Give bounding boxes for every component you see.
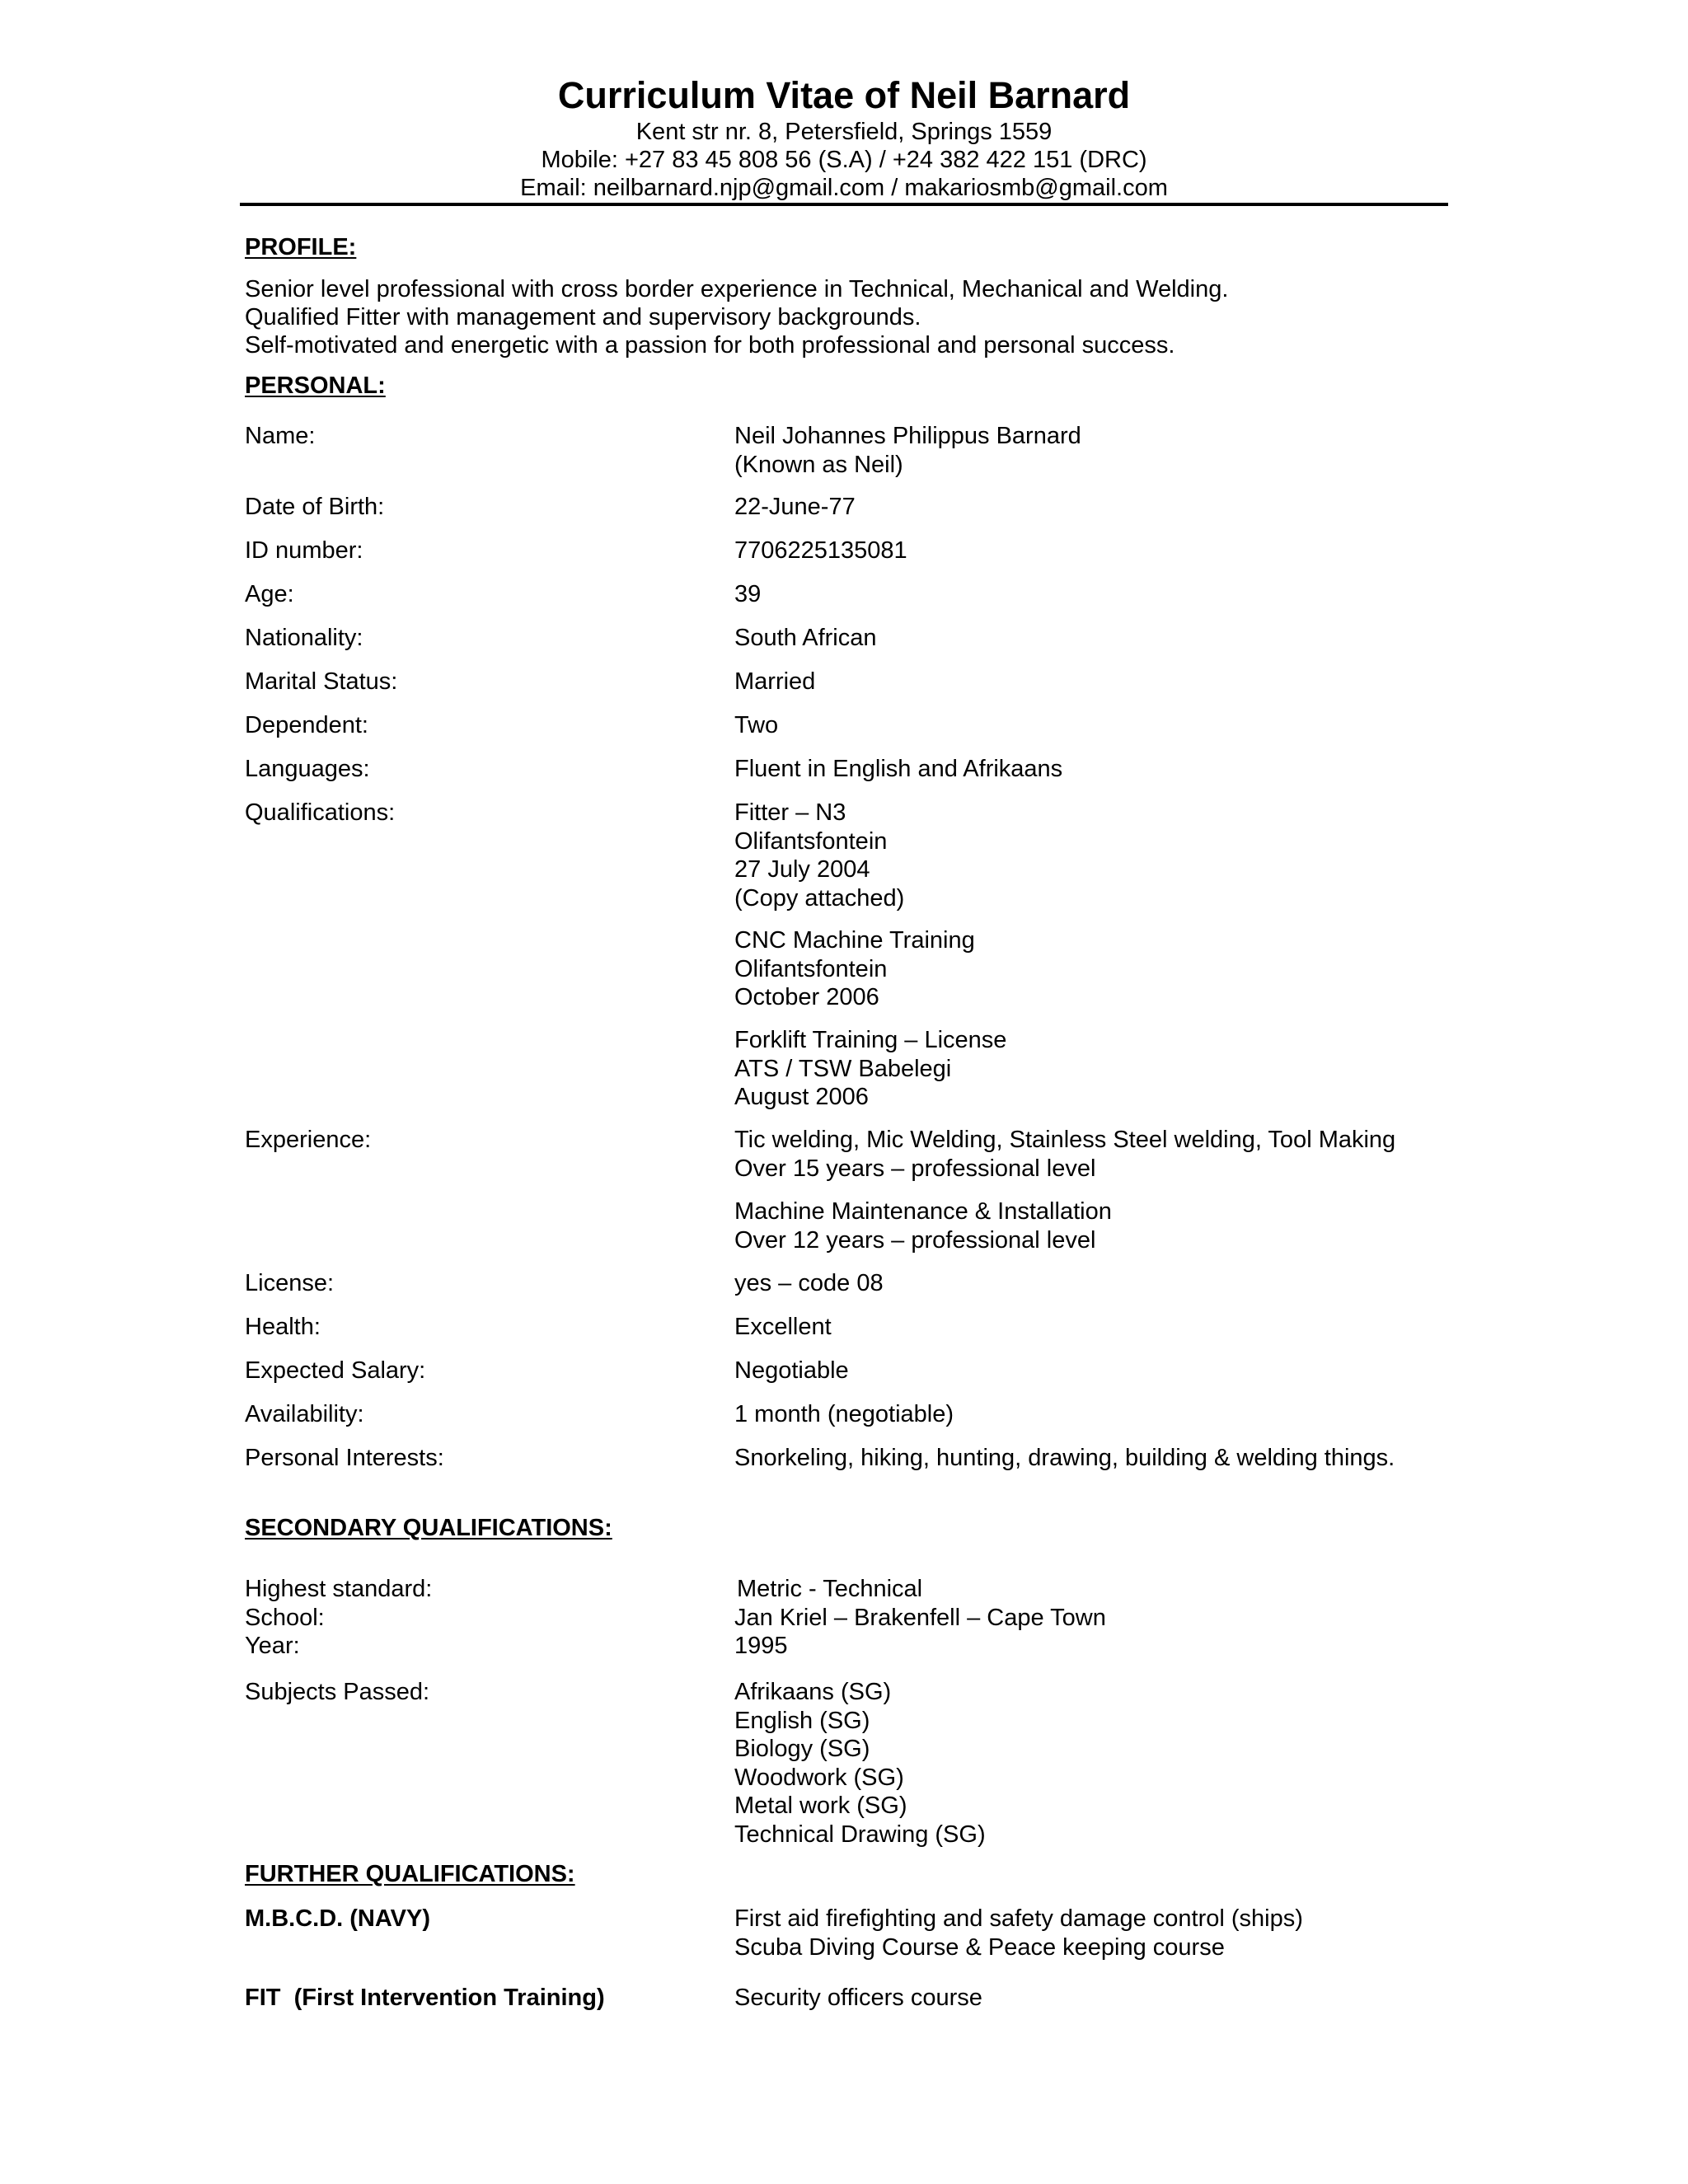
subject-item: Technical Drawing (SG) [734,1821,986,1848]
email-line: Email: neilbarnard.njp@gmail.com / makariosmb@gmail.com [520,175,1168,201]
health-value: Excellent [734,1314,832,1340]
address-line: Kent str nr. 8, Petersfield, Springs 1559 [635,119,1053,145]
interests-value: Snorkeling, hiking, hunting, drawing, building & welding things. [734,1445,1395,1471]
age-label: Age: [245,581,294,607]
name-value: Neil Johannes Philippus Barnard (Known as Neil) [734,423,1081,478]
cv-title: Curriculum Vitae of Neil Barnard [557,74,1131,116]
dob-value: 22-June-77 [734,494,856,520]
dependent-value: Two [734,712,779,738]
profile-line: Qualified Fitter with management and supervisory backgrounds. [245,304,921,330]
experience-label: Experience: [245,1127,372,1153]
profile-line: Self-motivated and energetic with a passion for both professional and personal success. [245,332,1175,359]
dob-label: Date of Birth: [245,494,385,520]
mobile-line: Mobile: +27 83 45 808 56 (S.A) / +24 382 422 151 (DRC) [541,147,1147,173]
profile-heading: PROFILE: [245,234,357,260]
secondary-values: Metric - Technical Jan Kriel – Brakenfell – Cape Town 1995 [734,1576,1106,1659]
id-label: ID number: [245,537,363,564]
salary-label: Expected Salary: [245,1357,426,1384]
header-divider [240,203,1448,206]
dependent-label: Dependent: [245,712,368,738]
id-value: 7706225135081 [734,537,907,564]
license-value: yes – code 08 [734,1270,884,1296]
subjects-list [734,1678,986,1849]
age-value: 39 [734,581,762,607]
availability-label: Availability: [245,1401,364,1427]
license-label: License: [245,1270,335,1296]
secondary-labels: Highest standard: School: Year: [245,1576,433,1659]
languages-label: Languages: [245,756,370,782]
navy-value: First aid firefighting and safety damage control (ships) Scuba Diving Course & Peace keeping course [734,1905,1303,1961]
salary-value: Negotiable [734,1357,849,1384]
experience-welding: Tic welding, Mic Welding, Stainless Steel welding, Tool Making Over 15 years – professional level [734,1127,1396,1182]
subject-item: Woodwork (SG) [734,1764,904,1791]
fit-value: Security officers course [734,1985,982,2011]
subject-item: Afrikaans (SG) [734,1679,892,1705]
qualification-cnc: CNC Machine Training Olifantsfontein October 2006 [734,927,975,1010]
qualification-forklift: Forklift Training – License ATS / TSW Babelegi August 2006 [734,1027,1007,1110]
personal-heading: PERSONAL: [245,373,386,399]
subject-item: English (SG) [734,1707,870,1734]
interests-label: Personal Interests: [245,1445,444,1471]
languages-value: Fluent in English and Afrikaans [734,756,1063,782]
nationality-value: South African [734,625,877,651]
subjects-label: Subjects Passed: [245,1679,430,1705]
navy-label: M.B.C.D. (NAVY) [245,1905,431,1932]
secondary-heading: SECONDARY QUALIFICATIONS: [245,1515,612,1541]
name-label: Name: [245,423,316,449]
further-heading: FURTHER QUALIFICATIONS: [245,1861,575,1887]
subject-item: Biology (SG) [734,1736,870,1762]
availability-value: 1 month (negotiable) [734,1401,954,1427]
qualification-fitter: Fitter – N3 Olifantsfontein 27 July 2004 (Copy attached) [734,799,905,912]
qualifications-label: Qualifications: [245,799,396,826]
marital-value: Married [734,668,816,695]
experience-maintenance: Machine Maintenance & Installation Over 12 years – professional level [734,1198,1112,1254]
health-label: Health: [245,1314,321,1340]
nationality-label: Nationality: [245,625,363,651]
marital-label: Marital Status: [245,668,398,695]
subject-item: Metal work (SG) [734,1793,907,1819]
fit-label: FIT (First Intervention Training) [245,1985,605,2011]
profile-line: Senior level professional with cross border experience in Technical, Mechanical and Welding. [245,276,1229,302]
